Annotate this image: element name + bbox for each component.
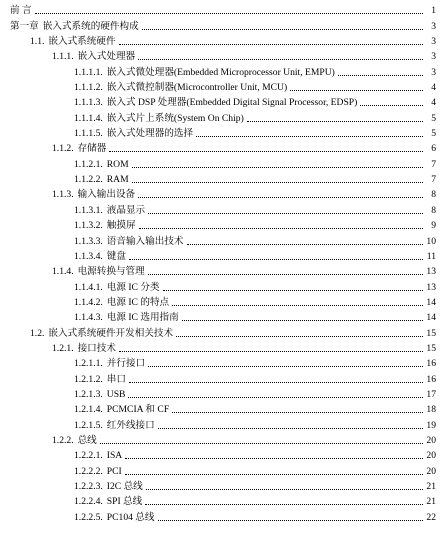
dot-leader	[119, 44, 423, 45]
toc-entry[interactable]	[0, 432, 447, 447]
toc-entry-number: 1.2.2.3.	[74, 481, 103, 492]
dot-leader	[129, 382, 423, 383]
toc-entry-page-number: 8	[431, 204, 436, 216]
dot-leader	[100, 443, 423, 444]
toc-entry[interactable]	[0, 324, 447, 339]
toc-entry[interactable]	[0, 278, 447, 293]
dot-leader	[187, 244, 423, 245]
toc-entry-number: 1.1.1.4.	[74, 112, 103, 124]
toc-entry-page-number: 13	[426, 266, 436, 278]
dot-leader	[172, 305, 423, 306]
dot-leader	[196, 136, 423, 137]
toc-entry[interactable]	[0, 155, 447, 170]
toc-entry-title: PCMCIA 和 CF	[106, 404, 170, 416]
dot-leader	[182, 320, 423, 321]
toc-entry-number: 1.2.	[30, 327, 45, 339]
toc-entry-title: 并行接口	[106, 358, 146, 370]
dot-leader	[163, 290, 423, 291]
dot-leader	[338, 75, 423, 76]
toc-entry[interactable]	[0, 508, 447, 523]
toc-entry-page-number: 3	[431, 36, 436, 48]
dot-leader	[148, 274, 423, 275]
toc-entry-title: 输入输出设备	[77, 189, 136, 201]
toc-entry-page-number: 14	[426, 312, 436, 324]
toc-entry[interactable]	[0, 370, 447, 385]
toc-entry[interactable]	[0, 109, 447, 124]
toc-entry[interactable]	[0, 401, 447, 416]
toc-entry-number: 1.1.1.2.	[74, 82, 103, 94]
toc-entry-page-number: 20	[426, 450, 436, 462]
toc-entry[interactable]	[0, 478, 447, 493]
toc-entry-page-number: 14	[426, 296, 436, 308]
dot-leader	[35, 13, 423, 14]
toc-entry-number: 1.1.2.2.	[74, 174, 103, 186]
dot-leader	[132, 167, 423, 168]
toc-entry-page-number: 3	[431, 20, 436, 32]
toc-entry-number: 1.1.3.4.	[74, 250, 103, 262]
dot-leader	[158, 428, 423, 429]
dot-leader	[148, 213, 423, 214]
toc-entry-page-number: 21	[426, 481, 436, 492]
dot-leader	[125, 458, 423, 459]
dot-leader	[158, 520, 424, 521]
toc-entry-title: 液晶显示	[106, 204, 146, 216]
toc-entry-page-number: 1	[431, 5, 436, 17]
toc-entry[interactable]	[0, 79, 447, 94]
toc-entry-page-number: 7	[431, 174, 436, 186]
toc-entry-number: 1.2.1.1.	[74, 358, 103, 370]
toc-entry-number: 1.2.2.	[52, 434, 74, 446]
dot-leader	[290, 90, 423, 91]
toc-entry-title: 嵌入式处理器的选择	[106, 128, 194, 140]
toc-entry-page-number: 7	[431, 158, 436, 170]
toc-entry-title: 键盘	[106, 250, 126, 262]
dot-leader	[172, 412, 423, 413]
toc-entry-number: 1.2.2.2.	[74, 465, 103, 477]
toc-entry-number: 1.1.3.	[52, 189, 74, 201]
toc-entry-number: 1.1.4.1.	[74, 281, 103, 293]
toc-entry-number: 1.1.3.2.	[74, 220, 103, 232]
toc-entry-number: 1.2.2.1.	[74, 450, 103, 462]
toc-entry[interactable]	[0, 462, 447, 477]
toc-entry-title: 接口技术	[77, 342, 116, 354]
dot-leader	[129, 259, 423, 260]
toc-entry[interactable]	[0, 33, 447, 48]
dot-leader	[138, 59, 423, 60]
toc-entry[interactable]	[0, 493, 447, 508]
toc-entry-number: 1.1.4.3.	[74, 312, 103, 324]
toc-entry[interactable]	[0, 63, 447, 78]
toc-entry-title: 存储器	[77, 143, 107, 155]
toc-entry-page-number: 9	[431, 220, 436, 232]
toc-entry[interactable]	[0, 217, 447, 232]
toc-entry-page-number: 15	[426, 327, 436, 339]
toc-entry[interactable]	[0, 94, 447, 109]
dot-leader	[132, 182, 423, 183]
toc-entry-title: 前 言	[10, 5, 32, 17]
toc-entry-page-number: 21	[426, 496, 436, 508]
toc-entry[interactable]	[0, 17, 447, 32]
toc-entry[interactable]	[0, 309, 447, 324]
toc-entry-page-number: 6	[431, 143, 436, 155]
toc-entry[interactable]	[0, 248, 447, 263]
toc-entry-number: 1.2.1.2.	[74, 373, 103, 385]
toc-entry-title: 嵌入式微控制器(Microcontroller Unit, MCU)	[106, 82, 288, 94]
toc-entry-page-number: 3	[431, 66, 436, 78]
toc-entry-page-number: 20	[426, 434, 436, 446]
dot-leader	[139, 228, 423, 229]
toc-entry-title: 红外线接口	[106, 419, 155, 431]
toc-entry-page-number: 8	[431, 189, 436, 201]
toc-entry-page-number: 10	[426, 235, 436, 247]
toc-entry-page-number: 3	[431, 51, 436, 63]
toc-entry-page-number: 4	[431, 82, 436, 94]
toc-entry-number: 1.2.2.5.	[74, 511, 103, 523]
toc-entry-number: 1.1.1.1.	[74, 66, 103, 78]
toc-entry-number: 1.1.3.3.	[74, 235, 103, 247]
toc-entry-page-number: 5	[431, 128, 436, 140]
toc-entry-page-number: 5	[431, 112, 436, 124]
toc-entry-number: 1.2.2.4.	[74, 496, 103, 508]
toc-entry-title: 嵌入式处理器	[77, 51, 136, 63]
toc-entry-title: PC104 总线	[106, 511, 155, 523]
toc-entry-title: PCI	[106, 465, 122, 477]
toc-entry-title: I2C 总线	[106, 481, 143, 492]
toc-entry-title: ROM	[106, 158, 129, 170]
toc-entry-title: 语音输入输出技术	[106, 235, 184, 247]
toc-entry-title: 总线	[77, 434, 97, 446]
toc-entry-number: 1.1.4.2.	[74, 296, 103, 308]
toc-entry-number: 1.2.1.5.	[74, 419, 103, 431]
toc-entry[interactable]	[0, 416, 447, 431]
toc-entry[interactable]	[0, 294, 447, 309]
toc-entry-title: 电源 IC 选用指南	[106, 312, 179, 324]
toc-entry[interactable]	[0, 340, 447, 355]
toc-entry-number: 1.1.1.	[52, 51, 74, 63]
dot-leader	[125, 474, 423, 475]
toc-entry-title: 嵌入式片上系统(System On Chip)	[106, 112, 244, 124]
table-of-contents	[0, 2, 447, 524]
dot-leader	[119, 351, 423, 352]
toc-entry-number: 1.1.	[30, 36, 45, 48]
toc-entry-page-number: 13	[426, 281, 436, 293]
toc-entry-title: 嵌入式微处理器(Embedded Microprocessor Unit, EMPU)	[106, 66, 335, 78]
toc-entry-page-number: 16	[426, 358, 436, 370]
toc-entry-page-number: 19	[426, 419, 436, 431]
toc-entry-number: 1.1.3.1.	[74, 204, 103, 216]
dot-leader	[176, 336, 423, 337]
toc-entry[interactable]	[0, 355, 447, 370]
toc-entry-page-number: 4	[431, 97, 436, 109]
toc-entry[interactable]	[0, 140, 447, 155]
toc-entry[interactable]	[0, 2, 447, 17]
toc-entry-page-number: 18	[426, 404, 436, 416]
toc-entry-number: 1.1.1.3.	[74, 97, 103, 109]
toc-entry-page-number: 16	[426, 373, 436, 385]
toc-entry-number: 1.2.1.3.	[74, 388, 103, 400]
toc-entry[interactable]	[0, 186, 447, 201]
dot-leader	[146, 489, 423, 490]
toc-entry-title: 电源 IC 的特点	[106, 296, 170, 308]
toc-entry-title: 触摸屏	[106, 220, 136, 232]
toc-entry-title: 嵌入式系统硬件开发相关技术	[48, 327, 174, 339]
toc-entry-number: 1.2.1.4.	[74, 404, 103, 416]
toc-entry-page-number: 20	[426, 465, 436, 477]
dot-leader	[128, 397, 423, 398]
toc-entry[interactable]	[0, 125, 447, 140]
toc-entry-number: 1.1.1.5.	[74, 128, 103, 140]
dot-leader	[145, 504, 423, 505]
toc-entry[interactable]	[0, 48, 447, 63]
toc-entry-title: 嵌入式系统硬件	[48, 36, 116, 48]
toc-entry-page-number: 15	[426, 342, 436, 354]
toc-entry-title: 嵌入式系统的硬件构成	[42, 20, 139, 32]
toc-entry-page-number: 22	[426, 511, 436, 523]
toc-entry-number: 1.1.2.	[52, 143, 74, 155]
toc-entry[interactable]	[0, 263, 447, 278]
toc-entry-title: RAM	[106, 174, 129, 186]
dot-leader	[142, 29, 423, 30]
toc-entry[interactable]	[0, 232, 447, 247]
toc-entry-number: 第一章	[10, 20, 39, 32]
toc-entry-page-number: 17	[426, 388, 436, 400]
toc-entry[interactable]	[0, 201, 447, 216]
toc-entry-title: 嵌入式 DSP 处理器(Embedded Digital Signal Processor, EDSP)	[106, 97, 358, 109]
toc-entry[interactable]	[0, 171, 447, 186]
dot-leader	[109, 151, 423, 152]
dot-leader	[247, 121, 423, 122]
toc-entry[interactable]	[0, 386, 447, 401]
toc-entry-title: 电源转换与管理	[77, 266, 145, 278]
toc-entry[interactable]	[0, 447, 447, 462]
toc-entry-title: 串口	[106, 373, 126, 385]
toc-entry-title: SPI 总线	[106, 496, 143, 508]
toc-entry-page-number: 11	[426, 250, 436, 262]
toc-entry-number: 1.1.2.1.	[74, 158, 103, 170]
dot-leader	[138, 197, 423, 198]
toc-entry-title: USB	[106, 388, 126, 400]
dot-leader	[360, 105, 423, 106]
toc-entry-title: 电源 IC 分类	[106, 281, 160, 293]
toc-entry-number: 1.2.1.	[52, 342, 74, 354]
toc-entry-number: 1.1.4.	[52, 266, 74, 278]
toc-entry-title: ISA	[106, 450, 123, 462]
dot-leader	[148, 366, 423, 367]
